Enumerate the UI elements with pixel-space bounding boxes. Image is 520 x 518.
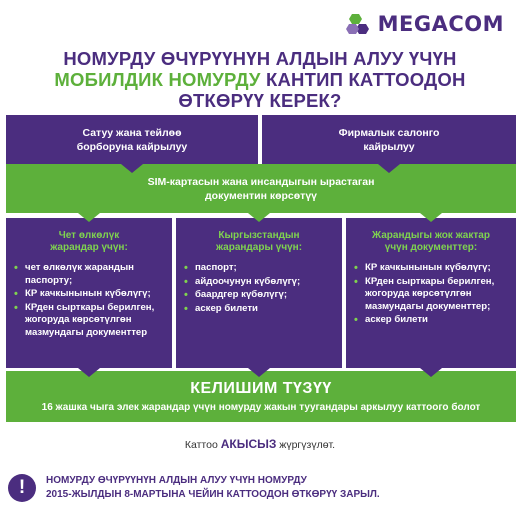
list-item: • аскер билети: [354, 314, 508, 327]
step-brand-salon: [262, 115, 516, 164]
list-item: • КРден сырткары берилген, жогоруда көрсөтүлгөн мазмундагы документтер;: [354, 276, 508, 314]
list-item: • КР качкынынын күбөлүгү;: [14, 288, 164, 301]
column-heading-line2: жарандар үчүн:: [50, 242, 128, 253]
headline-line1: НОМУРДУ ӨЧҮРҮҮНҮН АЛДЫН АЛУУ ҮЧҮН: [63, 48, 457, 69]
step-brand-salon-line1: Фирмалык салонго: [338, 126, 440, 139]
free-note-suffix: жүргүзүлөт.: [276, 439, 336, 451]
list-item: • чет өлкөлүк жарандын паспорту;: [14, 262, 164, 287]
step-brand-salon-line2: кайрылуу: [363, 140, 415, 153]
column-heading: [354, 230, 508, 254]
column-kyrgyz-citizens: [176, 218, 342, 368]
column-heading: [184, 230, 334, 254]
column-heading-line1: Жарандыгы жок жактар: [372, 230, 490, 241]
warning-line2: 2015-ЖЫЛДЫН 8-МАРТЫНА ЧЕЙИН КАТТООДОН ӨТКӨРҮҮ ЗАРЫЛ.: [46, 489, 380, 500]
headline: [0, 48, 520, 111]
column-heading: [14, 230, 164, 254]
logo-text: MEGACOM: [377, 12, 504, 36]
agreement-title: КЕЛИШИМ ТҮЗҮҮ: [190, 380, 332, 397]
logo-hexagon-icon: [346, 13, 372, 35]
arrow-down-icon: [78, 368, 100, 377]
list-item: • аскер билети: [184, 303, 334, 316]
headline-line2: [0, 69, 520, 90]
list-item: • паспорт;: [184, 262, 334, 275]
warning-text: [46, 474, 380, 502]
arrow-down-icon: [78, 213, 100, 222]
step-service-center: [6, 115, 258, 164]
column-stateless-persons: [346, 218, 516, 368]
list-item: • КРден сырткары берилген, жогоруда көрсөтүлгөн мазмундагы документтер: [14, 302, 164, 340]
arrow-down-icon: [248, 213, 270, 222]
arrow-down-icon: [420, 368, 442, 377]
list-item: • КР качкынынын күбөлүгү;: [354, 262, 508, 275]
step-service-center-line2: борборуна кайрылуу: [76, 140, 188, 153]
arrow-down-icon: [420, 213, 442, 222]
exclamation-icon: !: [8, 474, 36, 502]
agreement-subtitle: 16 жашка чыга элек жарандар үчүн номурду жакын туугандары аркылуу каттоого болот: [41, 402, 481, 413]
free-registration-note: [0, 437, 520, 451]
column-heading-line2: үчүн документтер:: [384, 242, 478, 253]
document-list: [184, 262, 334, 315]
deadline-warning: [8, 474, 518, 502]
list-item: • баардгер күбөлүгү;: [184, 289, 334, 302]
column-foreign-citizens: [6, 218, 172, 368]
sim-document-step: [6, 164, 516, 213]
list-item: • айдоочунун күбөлүгү;: [184, 276, 334, 289]
step-service-center-line1: Сатуу жана тейлөө: [82, 126, 182, 139]
headline-line3: ӨТКӨРҮҮ КЕРЕК?: [178, 90, 342, 111]
document-list: [354, 262, 508, 327]
headline-line2-purple: КАНТИП КАТТООДОН: [260, 69, 466, 90]
agreement-step: [6, 371, 516, 422]
arrow-down-icon: [378, 164, 400, 173]
sim-step-line2: документин көрсөтүү: [205, 189, 317, 202]
free-note-bold: АКЫСЫЗ: [220, 437, 277, 451]
column-heading-line1: Чет өлкөлүк: [58, 230, 120, 241]
column-heading-line1: Кыргызстандын: [218, 230, 300, 241]
sim-step-line1: SIM-картасын жана инсандыгын ырастаган: [147, 175, 375, 188]
document-list: [14, 262, 164, 339]
column-heading-line2: жарандары үчүн:: [215, 242, 303, 253]
arrow-down-icon: [248, 368, 270, 377]
arrow-down-icon: [121, 164, 143, 173]
warning-line1: НОМУРДУ ӨЧҮРҮҮНҮН АЛДЫН АЛУУ ҮЧҮН НОМУРДУ: [46, 475, 307, 486]
headline-line2-green: МОБИЛДИК НОМУРДУ: [54, 69, 261, 90]
megacom-logo: [346, 12, 504, 36]
free-note-prefix: Каттоо: [184, 439, 221, 451]
